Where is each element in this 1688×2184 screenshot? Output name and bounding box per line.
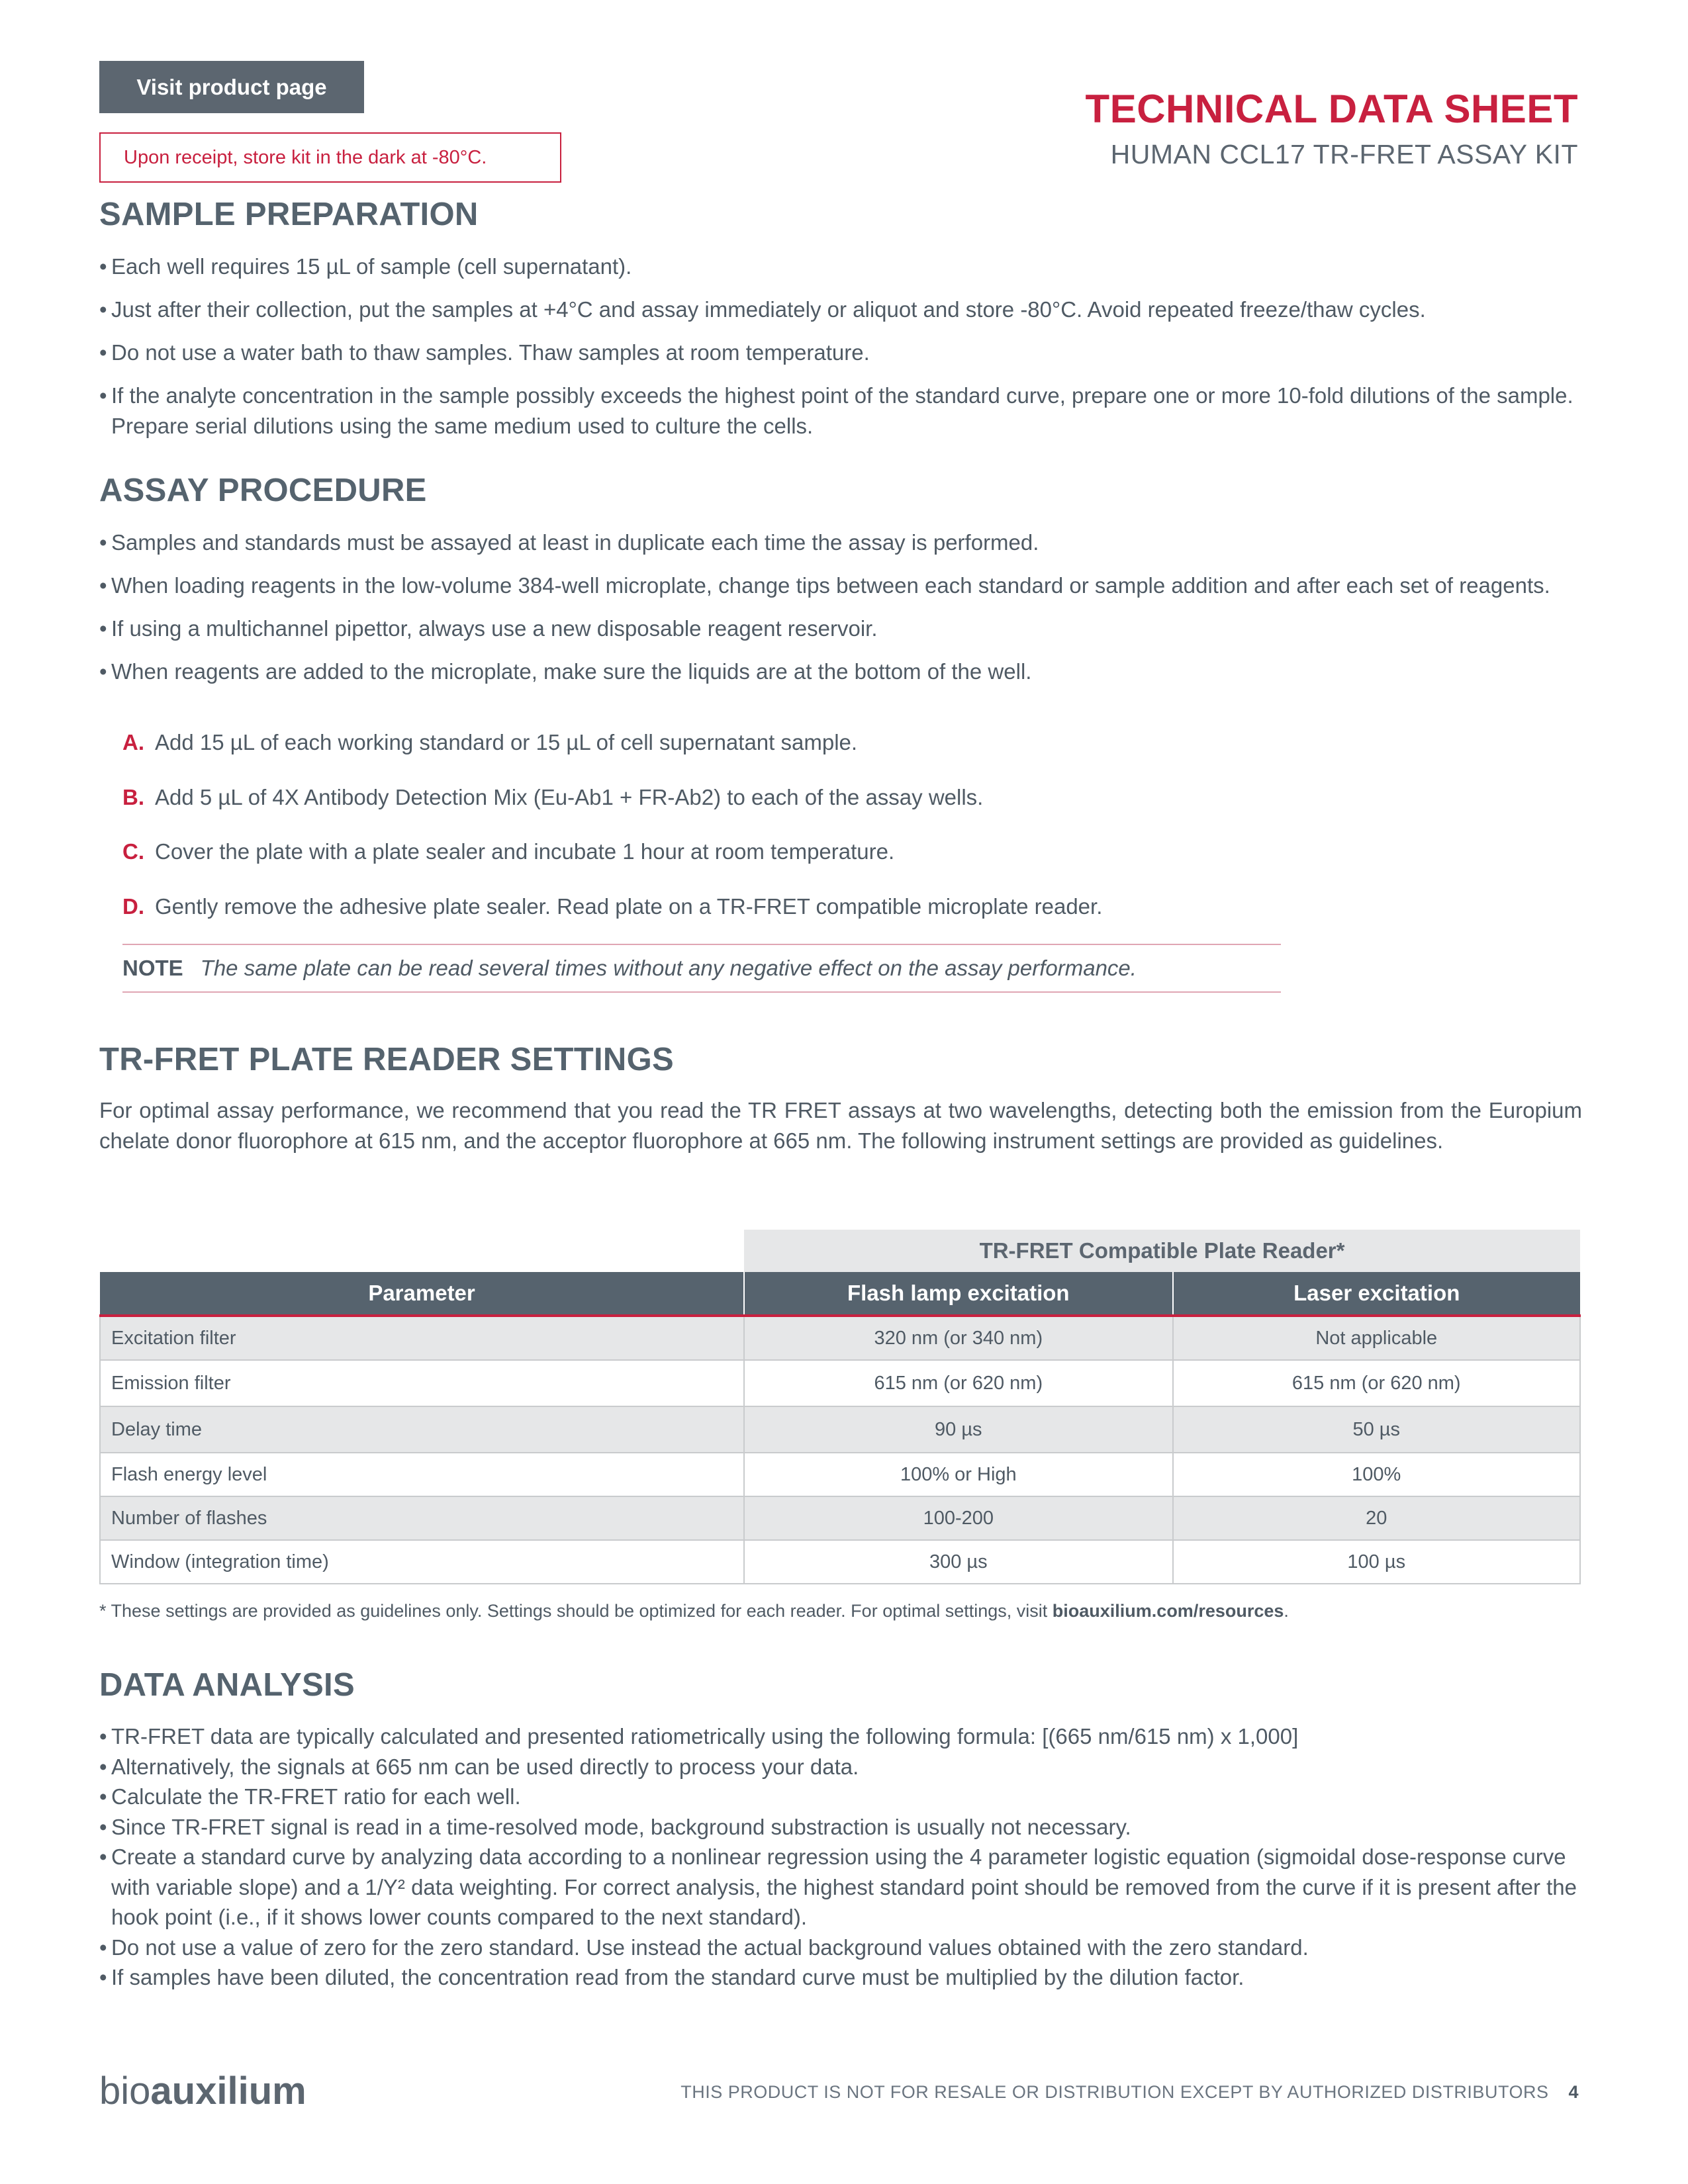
table-row (100, 1406, 1580, 1453)
table-cell: 100% (1173, 1453, 1580, 1496)
list-item: • Just after their collection, put the samples at +4°C and assay immediately or aliquot and store -80°C. Avoid repeated freeze/thaw cycles. (99, 295, 1582, 325)
table-cell: 320 nm (or 340 nm) (744, 1316, 1172, 1360)
note-text: The same plate can be read several times without any negative effect on the assay performance. (200, 956, 1137, 980)
table-cell: 20 (1173, 1496, 1580, 1540)
page-footer (680, 2082, 1579, 2103)
step-c (122, 839, 894, 864)
list-item: • When reagents are added to the microplate, make sure the liquids are at the bottom of the well. (99, 657, 1582, 687)
table-cell: Emission filter (100, 1360, 744, 1406)
table-header-flash-lamp: Flash lamp excitation (744, 1272, 1172, 1316)
sample-preparation-section (99, 196, 1582, 233)
reader-settings-intro: For optimal assay performance, we recommend that you read the TR FRET assays at two wavelengths, detecting both the emission from the Europium chelate donor fluorophore at 615 nm, and the acceptor fluorophore at 665 nm. The following instrument settings are provided as guidelines. (99, 1098, 1582, 1153)
table-footnote (99, 1601, 1289, 1621)
list-item: • When loading reagents in the low-volume 384-well microplate, change tips between each standard or sample addition and after each set of reagents. (99, 570, 1582, 601)
step-letter: C. (122, 839, 144, 864)
list-item: • If using a multichannel pipettor, always use a new disposable reagent reservoir. (99, 614, 1582, 644)
list-item: • If samples have been diluted, the concentration read from the standard curve must be multiplied by the dilution factor. (99, 1962, 1582, 1993)
data-analysis-heading: DATA ANALYSIS (99, 1667, 355, 1703)
table-cell: 615 nm (or 620 nm) (744, 1360, 1172, 1406)
sample-preparation-heading: SAMPLE PREPARATION (99, 197, 479, 232)
resources-link[interactable]: bioauxilium.com/resources (1052, 1601, 1284, 1621)
reader-settings-table (99, 1230, 1581, 1584)
table-row (100, 1453, 1580, 1496)
step-letter: D. (122, 894, 144, 919)
table-cell: 100-200 (744, 1496, 1172, 1540)
table-cell: 100 µs (1173, 1540, 1580, 1584)
data-analysis-list (99, 1721, 1582, 1993)
table-row (100, 1316, 1580, 1360)
table-header-laser: Laser excitation (1173, 1272, 1580, 1316)
table-row (100, 1496, 1580, 1540)
list-item: • Each well requires 15 µL of sample (cell supernatant). (99, 251, 1582, 282)
assay-procedure-list (99, 527, 1582, 687)
assay-procedure-section (99, 472, 1582, 509)
document-title: TECHNICAL DATA SHEET (1085, 87, 1578, 131)
data-analysis-section (99, 1666, 1582, 1704)
table-cell: Window (integration time) (100, 1540, 744, 1584)
table-cell: Delay time (100, 1406, 744, 1453)
table-super-header: TR-FRET Compatible Plate Reader* (744, 1230, 1580, 1272)
table-cell: Excitation filter (100, 1316, 744, 1360)
distribution-notice: THIS PRODUCT IS NOT FOR RESALE OR DISTRIBUTION EXCEPT BY AUTHORIZED DISTRIBUTORS (680, 2082, 1549, 2102)
storage-notice: Upon receipt, store kit in the dark at -80°C. (99, 132, 561, 183)
table-header-parameter: Parameter (100, 1272, 744, 1316)
table-cell: Number of flashes (100, 1496, 744, 1540)
step-letter: B. (122, 785, 144, 809)
step-text: Add 5 µL of 4X Antibody Detection Mix (Eu-Ab1 + FR-Ab2) to each of the assay wells. (155, 785, 984, 809)
table-cell: 615 nm (or 620 nm) (1173, 1360, 1580, 1406)
list-item: • Alternatively, the signals at 665 nm can be used directly to process your data. (99, 1752, 1582, 1782)
list-item: • Create a standard curve by analyzing data according to a nonlinear regression using the 4 parameter logistic equation (sigmoidal dose-response curve with variable slope) and a 1/Y² data weighting. For correct analysis, the highest standard point should be removed from the curve if it is present after the hook point (i.e., if it shows lower counts compared to the next standard). (99, 1842, 1582, 1933)
logo-light-text: bio (99, 2070, 151, 2113)
table-cell: 300 µs (744, 1540, 1172, 1584)
list-item: • If the analyte concentration in the sample possibly exceeds the highest point of the standard curve, prepare one or more 10-fold dilutions of the sample. Prepare serial dilutions using the same medium used to culture the cells. (99, 381, 1582, 441)
list-item: • Since TR-FRET signal is read in a time-resolved mode, background substraction is usually not necessary. (99, 1812, 1582, 1843)
page-number: 4 (1568, 2082, 1579, 2102)
table-cell: 50 µs (1173, 1406, 1580, 1453)
step-letter: A. (122, 730, 144, 754)
sample-preparation-list (99, 251, 1582, 441)
assay-procedure-heading: ASSAY PROCEDURE (99, 473, 427, 508)
visit-product-page-button[interactable]: Visit product page (99, 61, 364, 113)
table-row (100, 1540, 1580, 1584)
step-text: Gently remove the adhesive plate sealer. Read plate on a TR-FRET compatible microplate reader. (155, 894, 1103, 919)
step-text: Cover the plate with a plate sealer and incubate 1 hour at room temperature. (155, 839, 895, 864)
list-item: • Calculate the TR-FRET ratio for each well. (99, 1782, 1582, 1812)
table-cell: 100% or High (744, 1453, 1172, 1496)
table-row (100, 1360, 1580, 1406)
assay-note (122, 944, 1281, 993)
footnote-end: . (1284, 1601, 1289, 1621)
list-item: • Samples and standards must be assayed at least in duplicate each time the assay is performed. (99, 527, 1582, 558)
table-cell: Not applicable (1173, 1316, 1580, 1360)
note-label: NOTE (122, 956, 183, 980)
table-spacer (100, 1230, 744, 1272)
step-d (122, 894, 1102, 919)
step-text: Add 15 µL of each working standard or 15 µL of cell supernatant sample. (155, 730, 858, 754)
table-cell: 90 µs (744, 1406, 1172, 1453)
step-a (122, 730, 857, 755)
document-subtitle: HUMAN CCL17 TR-FRET ASSAY KIT (1110, 139, 1578, 169)
footnote-text: * These settings are provided as guidelines only. Settings should be optimized for each reader. For optimal settings, visit (99, 1601, 1053, 1621)
logo-bold-text: auxilium (150, 2070, 306, 2113)
step-b (122, 785, 983, 810)
list-item: • Do not use a water bath to thaw samples. Thaw samples at room temperature. (99, 338, 1582, 368)
reader-settings-heading: TR-FRET PLATE READER SETTINGS (99, 1042, 675, 1077)
reader-settings-section (99, 1041, 1582, 1078)
list-item: • Do not use a value of zero for the zero standard. Use instead the actual background values obtained with the zero standard. (99, 1933, 1582, 1963)
list-item: • TR-FRET data are typically calculated and presented ratiometrically using the following formula: [(665 nm/615 nm) x 1,000] (99, 1721, 1582, 1752)
company-logo (99, 2069, 306, 2113)
table-cell: Flash energy level (100, 1453, 744, 1496)
